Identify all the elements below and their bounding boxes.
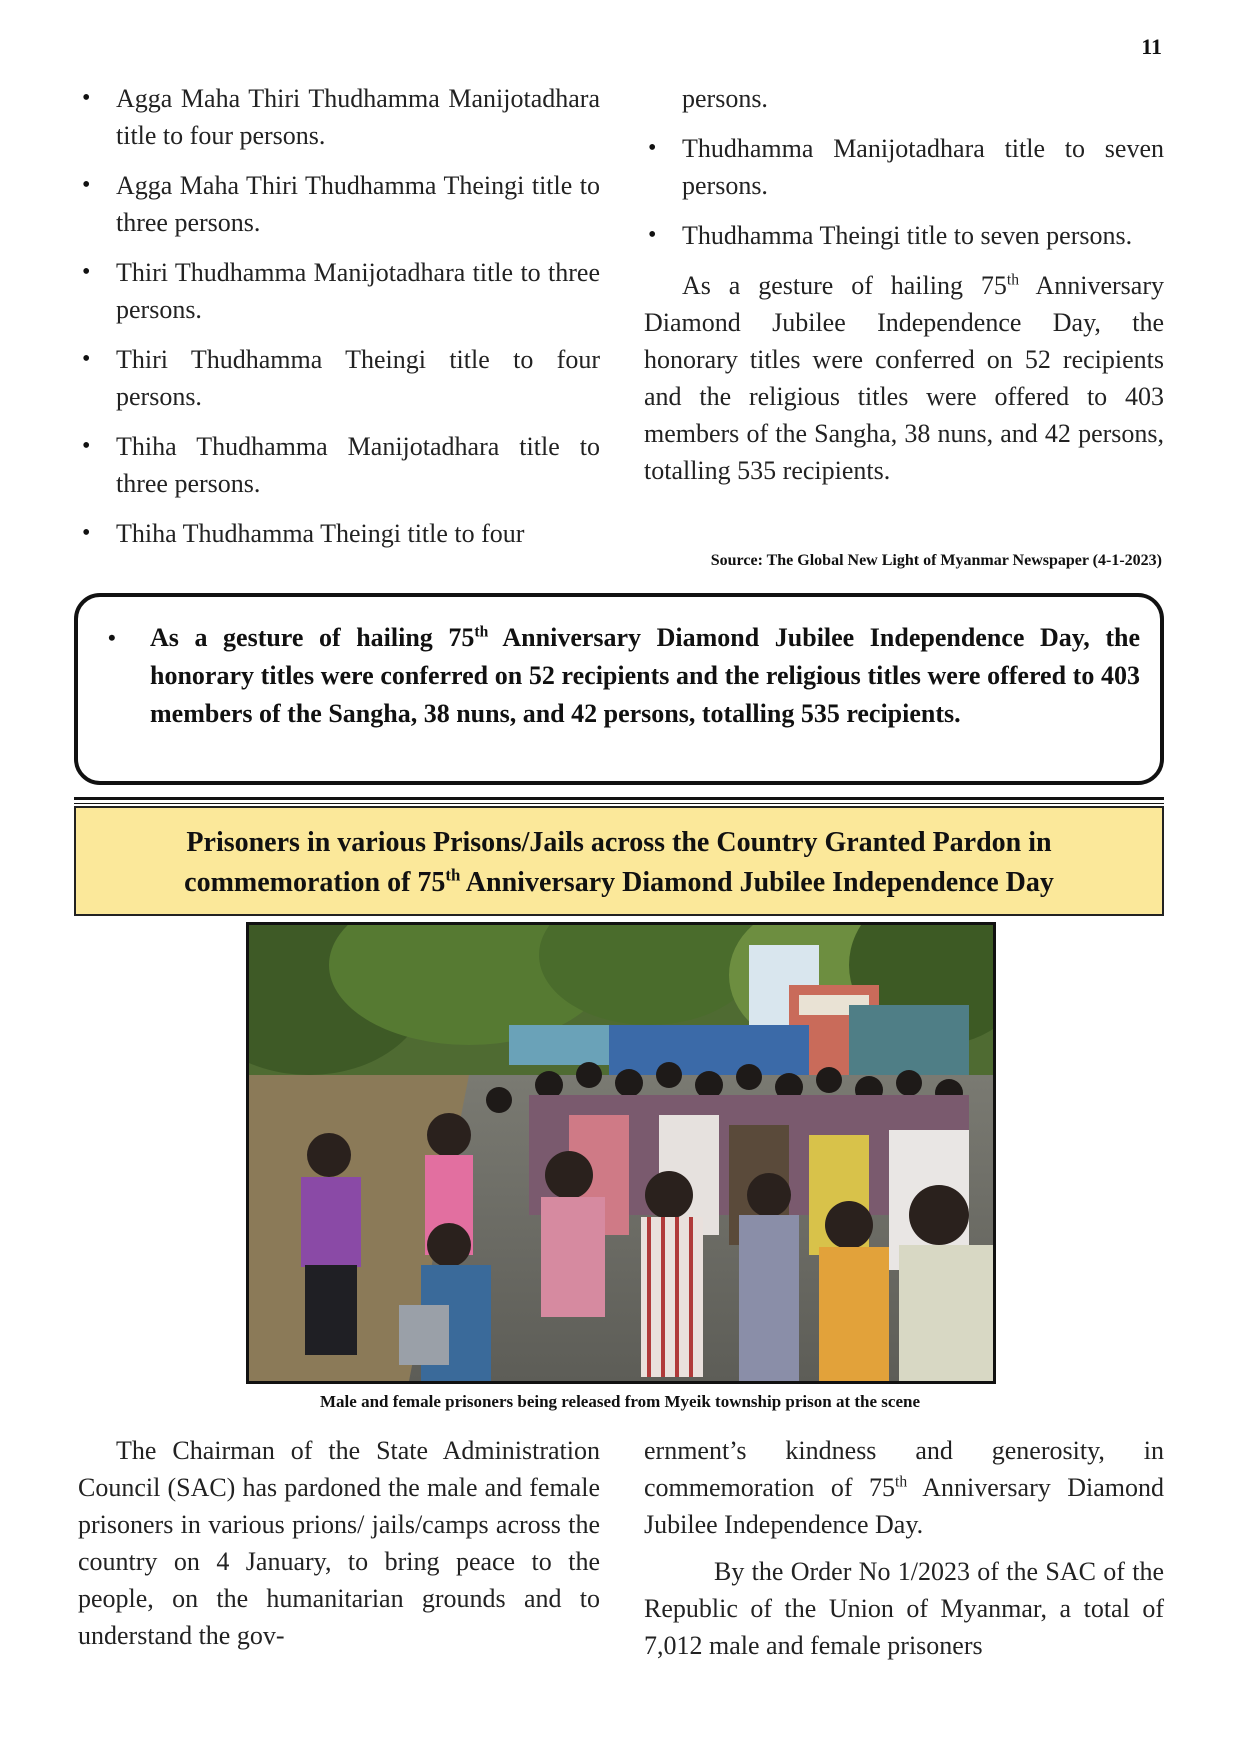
source-credit: Source: The Global New Light of Myanmar Newspaper (4-1-2023) — [710, 552, 1162, 569]
list-item: • Agga Maha Thiri Thudhamma Theingi title to three persons. — [78, 167, 600, 241]
list-item: • Thudhamma Theingi title to seven persons. — [644, 217, 1164, 254]
photo-caption: Male and female prisoners being released from Myeik township prison at the scene — [320, 1392, 920, 1411]
title-list-left — [78, 80, 600, 552]
list-item: • Thiri Thudhamma Manijotadhara title to three persons. — [78, 254, 600, 328]
left-column — [78, 80, 600, 565]
list-item: • Agga Maha Thiri Thudhamma Manijotadhara title to four persons. — [78, 80, 600, 154]
list-item: • Thiri Thudhamma Theingi title to four persons. — [78, 341, 600, 415]
title-list-right — [644, 80, 1164, 254]
bottom-right-column — [644, 1432, 1164, 1674]
list-item: • Thudhamma Manijotadhara title to seven persons. — [644, 130, 1164, 204]
headline-line-1: Prisoners in various Prisons/Jails across the Country Granted Pardon in — [186, 827, 1052, 858]
headline-line-2: commemoration of 75th Anniversary Diamond Jubilee Independence Day — [184, 865, 1054, 898]
crowd-photo-illustration — [249, 925, 993, 1381]
list-item: • Thiha Thudhamma Manijotadhara title to three persons. — [78, 428, 600, 502]
news-photo — [246, 922, 996, 1384]
article-paragraph: The Chairman of the State Administration Council (SAC) has pardoned the male and female prisoners in various prions/ jails/camps across the country on 4 January, to bring peace to the people, on the humanitarian grounds and to understand the gov- — [78, 1436, 600, 1650]
article-paragraph: By the Order No 1/2023 of the SAC of the Republic of the Union of Myanmar, a total of 7,012 male and female prisoners — [644, 1557, 1164, 1660]
list-item: • Thiha Thudhamma Theingi title to four — [78, 515, 600, 552]
page-number: 11 — [1141, 34, 1162, 59]
highlight-text: • As a gesture of hailing 75th Anniversary Diamond Jubilee Independence Day, the honorary titles were conferred on 52 recipients and the religious titles were offered to 403 members of the Sangha, 38 nuns, and 42 persons, totalling 535 recipients. — [98, 619, 1140, 733]
article-paragraph-continued: ernment’s kindness and generosity, in commemoration of 75th Anniversary Diamond Jubilee Independence Day. — [644, 1436, 1164, 1539]
bottom-left-column — [78, 1432, 600, 1664]
section-divider — [74, 797, 1164, 804]
right-column — [644, 80, 1164, 499]
section-headline — [74, 806, 1164, 916]
highlight-box — [74, 593, 1164, 785]
summary-paragraph: As a gesture of hailing 75th Anniversary Diamond Jubilee Independence Day, the honorary titles were conferred on 52 recipients and the religious titles were offered to 403 members of the Sangha, 38 nuns, and 42 persons, totalling 535 recipients. — [644, 271, 1164, 485]
list-item-continuation: persons. — [682, 84, 768, 113]
